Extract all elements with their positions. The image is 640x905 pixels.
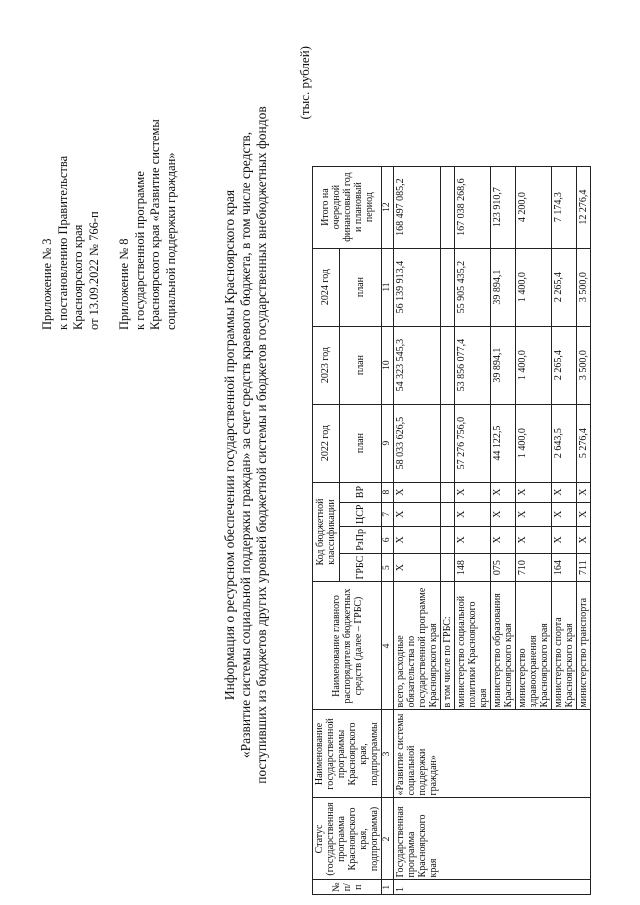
vr-cell: X <box>552 482 577 502</box>
col-number: 12 <box>382 166 394 248</box>
title-line-3: поступивших из бюджетов других уровней бюджетной системы и бюджетов государственных внебюджетных фондов <box>254 106 269 784</box>
rzpr-cell: X <box>455 527 491 554</box>
rzpr-cell <box>441 527 455 554</box>
value-2022: 44 122,5 <box>491 404 516 482</box>
rzpr-cell: X <box>394 527 441 554</box>
col-number: 9 <box>382 404 394 482</box>
vr-cell: X <box>577 482 591 502</box>
header-grbs: ГРБС <box>339 553 381 582</box>
value-2024: 1 400,0 <box>516 248 552 326</box>
grbs-code-cell: 075 <box>491 553 516 582</box>
vr-cell: X <box>455 482 491 502</box>
header-program-name: Наименование государственной программы Красноярского края, подпрограммы <box>313 710 382 798</box>
header-2023: 2023 год <box>313 326 340 404</box>
approval-line: к постановлению Правительства <box>55 155 70 330</box>
value-2023: 2 265,4 <box>552 326 577 404</box>
row-status: Государственная программа Красноярского края <box>394 798 591 880</box>
approval-line: от 13.09.2022 № 766-п <box>86 211 101 330</box>
col-number: 5 <box>382 553 394 582</box>
csr-cell: X <box>552 502 577 526</box>
approval-line: Красноярского края <box>71 224 85 330</box>
vr-cell <box>441 482 455 502</box>
unit-label: (тыс. рублей) <box>297 46 312 120</box>
header-plan: план <box>339 326 381 404</box>
grbs-name-cell: министерство транспорта <box>577 582 591 710</box>
grbs-name-cell: в том числе по ГРБС: <box>441 582 455 710</box>
vr-cell: X <box>491 482 516 502</box>
value-total: 167 038 268,6 <box>455 166 491 248</box>
grbs-code-cell: 711 <box>577 553 591 582</box>
value-2022 <box>441 404 455 482</box>
csr-cell: X <box>455 502 491 526</box>
grbs-name-cell: министерство социальной политики Красноярского края <box>455 582 491 710</box>
grbs-name-cell: министерство спорта Красноярского края <box>552 582 577 710</box>
col-number: 8 <box>382 482 394 502</box>
rzpr-cell: X <box>552 527 577 554</box>
value-total: 12 276,4 <box>577 166 591 248</box>
header-plan: план <box>339 404 381 482</box>
value-2023: 53 856 077,4 <box>455 326 491 404</box>
appendix-line: к государственной программе <box>132 171 147 330</box>
grbs-code-cell: 710 <box>516 553 552 582</box>
header-plan: план <box>339 248 381 326</box>
approval-stamp <box>40 119 179 330</box>
header-vr: ВР <box>339 482 381 502</box>
value-2024: 56 139 913,4 <box>394 248 441 326</box>
table-row <box>394 166 441 894</box>
vr-cell: X <box>394 482 441 502</box>
value-total: 168 497 085,2 <box>394 166 441 248</box>
value-2024: 55 905 435,2 <box>455 248 491 326</box>
header-2024: 2024 год <box>313 248 340 326</box>
grbs-name-cell: министерство образования Красноярского края <box>491 582 516 710</box>
value-2024: 2 265,4 <box>552 248 577 326</box>
value-2022: 5 276,4 <box>577 404 591 482</box>
col-number: 7 <box>382 502 394 526</box>
value-2023: 54 323 545,3 <box>394 326 441 404</box>
header-2022: 2022 год <box>313 404 340 482</box>
header-status: Статус (государственная программа Красноярского края, подпрограмма) <box>313 798 382 880</box>
value-total: 4 200,0 <box>516 166 552 248</box>
value-2024: 39 894,1 <box>491 248 516 326</box>
value-2024 <box>441 248 455 326</box>
value-2023 <box>441 326 455 404</box>
header-code-group: Код бюджетной классификации <box>313 482 340 582</box>
grbs-code-cell: X <box>394 553 441 582</box>
title-line-2: «Развитие системы социальной поддержки граждан» за счет средств краевого бюджета, в том числе средств, <box>238 131 253 759</box>
grbs-code-cell <box>441 553 455 582</box>
appendix-line: Красноярского края «Развитие системы <box>148 119 162 330</box>
grbs-code-cell: 148 <box>455 553 491 582</box>
csr-cell: X <box>394 502 441 526</box>
vr-cell: X <box>516 482 552 502</box>
col-number: 11 <box>382 248 394 326</box>
value-2023: 39 894,1 <box>491 326 516 404</box>
value-total <box>441 166 455 248</box>
col-number: 6 <box>382 527 394 554</box>
value-2022: 57 276 756,0 <box>455 404 491 482</box>
col-number: 4 <box>382 582 394 710</box>
csr-cell: X <box>516 502 552 526</box>
value-2023: 3 500,0 <box>577 326 591 404</box>
csr-cell: X <box>577 502 591 526</box>
csr-cell <box>441 502 455 526</box>
row-program-name: «Развитие системы социальной поддержки граждан» <box>394 710 591 798</box>
value-2023: 1 400,0 <box>516 326 552 404</box>
rzpr-cell: X <box>516 527 552 554</box>
header-grbs-name: Наименование главного распорядителя бюджетных средств (далее – ГРБС) <box>313 582 382 710</box>
value-total: 7 174,3 <box>552 166 577 248</box>
col-number: 1 <box>382 880 394 895</box>
row-num: 1 <box>394 880 591 895</box>
grbs-code-cell: 164 <box>552 553 577 582</box>
csr-cell: X <box>491 502 516 526</box>
col-number: 3 <box>382 710 394 798</box>
rzpr-cell: X <box>491 527 516 554</box>
header-num: № п/п <box>313 880 382 895</box>
resource-table <box>312 166 591 895</box>
col-number: 2 <box>382 798 394 880</box>
value-2022: 1 400,0 <box>516 404 552 482</box>
col-number: 10 <box>382 326 394 404</box>
rzpr-cell: X <box>577 527 591 554</box>
header-total: Итого на очередной финансовый год и плановый период <box>313 166 382 248</box>
value-2022: 58 033 626,5 <box>394 404 441 482</box>
document-title <box>222 95 270 795</box>
value-total: 123 910,7 <box>491 166 516 248</box>
grbs-name-cell: всего, расходные обязательства по государственной программе Красноярского края <box>394 582 441 710</box>
approval-line: Приложение № 3 <box>40 238 54 330</box>
value-2022: 2 643,5 <box>552 404 577 482</box>
value-2024: 3 500,0 <box>577 248 591 326</box>
appendix-line: Приложение № 8 <box>117 238 131 330</box>
grbs-name-cell: министерство здравоохранения Красноярского края <box>516 582 552 710</box>
appendix-line: социальной поддержки граждан» <box>163 152 178 330</box>
header-rzpr: РзПр <box>339 527 381 554</box>
title-line-1: Информация о ресурсном обеспечении государственной программы Красноярского края <box>222 189 237 701</box>
header-csr: ЦСР <box>339 502 381 526</box>
